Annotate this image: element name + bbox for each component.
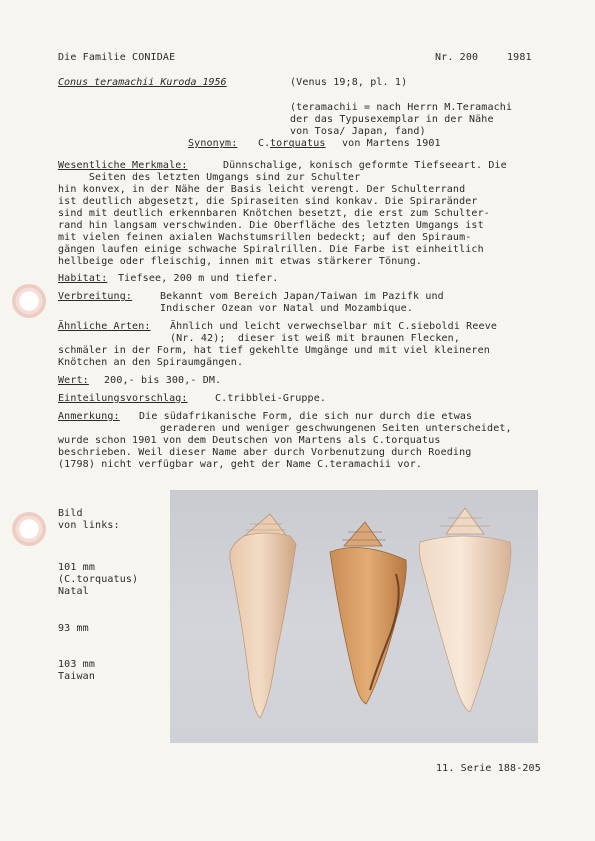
synonym-name: torquatus: [270, 138, 326, 149]
shell-1-locality: Natal: [58, 586, 89, 597]
shell-right: [419, 508, 511, 712]
shell-3-size: 103 mm: [58, 659, 96, 670]
anmerkung-line: beschrieben. Weil dieser Name aber durch Vorbenutzung durch Roeding: [58, 447, 472, 458]
sheet-number: Nr. 200: [435, 52, 479, 63]
habitat-label: Habitat:: [58, 273, 108, 284]
merkmale-line: ist deutlich abgesetzt, die Spiraseiten sind konkav. Die Spiraränder: [58, 196, 478, 207]
shell-2-size: 93 mm: [58, 623, 89, 634]
aehnliche-line: schmäler in der Form, hat tief gekehlte Umgänge und mit viel kleineren: [58, 345, 490, 356]
merkmale-line: hin konvex, in der Nähe der Basis leicht verengt. Der Schulterrand: [58, 184, 466, 195]
family-heading: Die Familie CONIDAE: [58, 52, 176, 63]
merkmale-line: Seiten des letzten Umgangs sind zur Schulter: [58, 172, 361, 183]
anmerkung-line: Die südafrikanische Form, die sich nur durch die etwas: [139, 411, 473, 422]
sheet-year: 1981: [507, 52, 532, 63]
anmerkung-line: wurde schon 1901 von dem Deutschen von Martens als C.torquatus: [58, 435, 441, 446]
shell-1-synonym: (C.torquatus): [58, 574, 139, 585]
species-name: Conus teramachii Kuroda 1956: [58, 77, 227, 88]
anmerkung-line: (1798) nicht verfügbar war, geht der Name C.teramachii vor.: [58, 459, 423, 470]
shell-middle: [330, 522, 406, 704]
caption-intro: von links:: [58, 520, 120, 531]
verbreitung-line: Indischer Ozean vor Natal und Mozambique.: [160, 303, 413, 314]
anmerkung-label: Anmerkung:: [58, 411, 120, 422]
aehnliche-label: Ähnliche Arten:: [58, 321, 151, 332]
wert-text: 200,- bis 300,- DM.: [104, 375, 222, 386]
merkmale-label: Wesentliche Merkmale:: [58, 160, 188, 171]
shell-left: [230, 514, 296, 718]
einteilung-label: Einteilungsvorschlag:: [58, 393, 188, 404]
wert-label: Wert:: [58, 375, 89, 386]
merkmale-line: mit vielen feinen axialen Wachstumsrillen bedeckt; auf den Spiraum-: [58, 232, 472, 243]
etymology-line-2: der das Typusexemplar in der Nähe: [290, 114, 494, 125]
shell-1-size: 101 mm: [58, 562, 96, 573]
merkmale-line: Dünnschalige, konisch geformte Tiefseeart. Die: [223, 160, 507, 171]
synonym-label: Synonym:: [188, 138, 238, 149]
etymology-line-3: von Tosa/ Japan, fand): [290, 126, 426, 137]
aehnliche-line: Ähnlich und leicht verwechselbar mit C.sieboldi Reeve: [170, 321, 498, 332]
series-footer: 11. Serie 188-205: [436, 763, 541, 774]
habitat-text: Tiefsee, 200 m und tiefer.: [118, 273, 279, 284]
merkmale-line: sind mit deutlich erkennbaren Knötchen besetzt, die erst zum Schulter-: [58, 208, 490, 219]
anmerkung-line: geraderen und weniger geschwungenen Seiten unterscheidet,: [160, 423, 512, 434]
synonym-genus: C.: [258, 138, 271, 149]
aehnliche-line: Knötchen an den Spiraumgängen.: [58, 357, 244, 368]
synonym-author: von Martens 1901: [342, 138, 441, 149]
merkmale-line: gängen laufen einige schwache Spiralrillen. Die Farbe ist einheitlich: [58, 244, 484, 255]
caption-intro: Bild: [58, 508, 83, 519]
aehnliche-line: (Nr. 42); dieser ist weiß mit braunen Flecken,: [170, 333, 461, 344]
einteilung-text: C.tribblei-Gruppe.: [215, 393, 327, 404]
merkmale-line: rand hin langsam verschwinden. Die Oberfläche des letzten Umgangs ist: [58, 220, 484, 231]
shell-3-locality: Taiwan: [58, 671, 96, 682]
punch-hole-top: [12, 284, 46, 318]
verbreitung-line: Bekannt vom Bereich Japan/Taiwan im Pazifk und: [160, 291, 444, 302]
verbreitung-label: Verbreitung:: [58, 291, 133, 302]
shell-photograph: [170, 490, 538, 743]
punch-hole-bottom: [12, 512, 46, 546]
merkmale-line: hellbeige oder fleischig, innen mit etwas stärkerer Tönung.: [58, 256, 423, 267]
species-reference: (Venus 19;8, pl. 1): [290, 77, 408, 88]
etymology-line-1: (teramachii = nach Herrn M.Teramachi: [290, 102, 513, 113]
shells-illustration: [170, 490, 538, 743]
